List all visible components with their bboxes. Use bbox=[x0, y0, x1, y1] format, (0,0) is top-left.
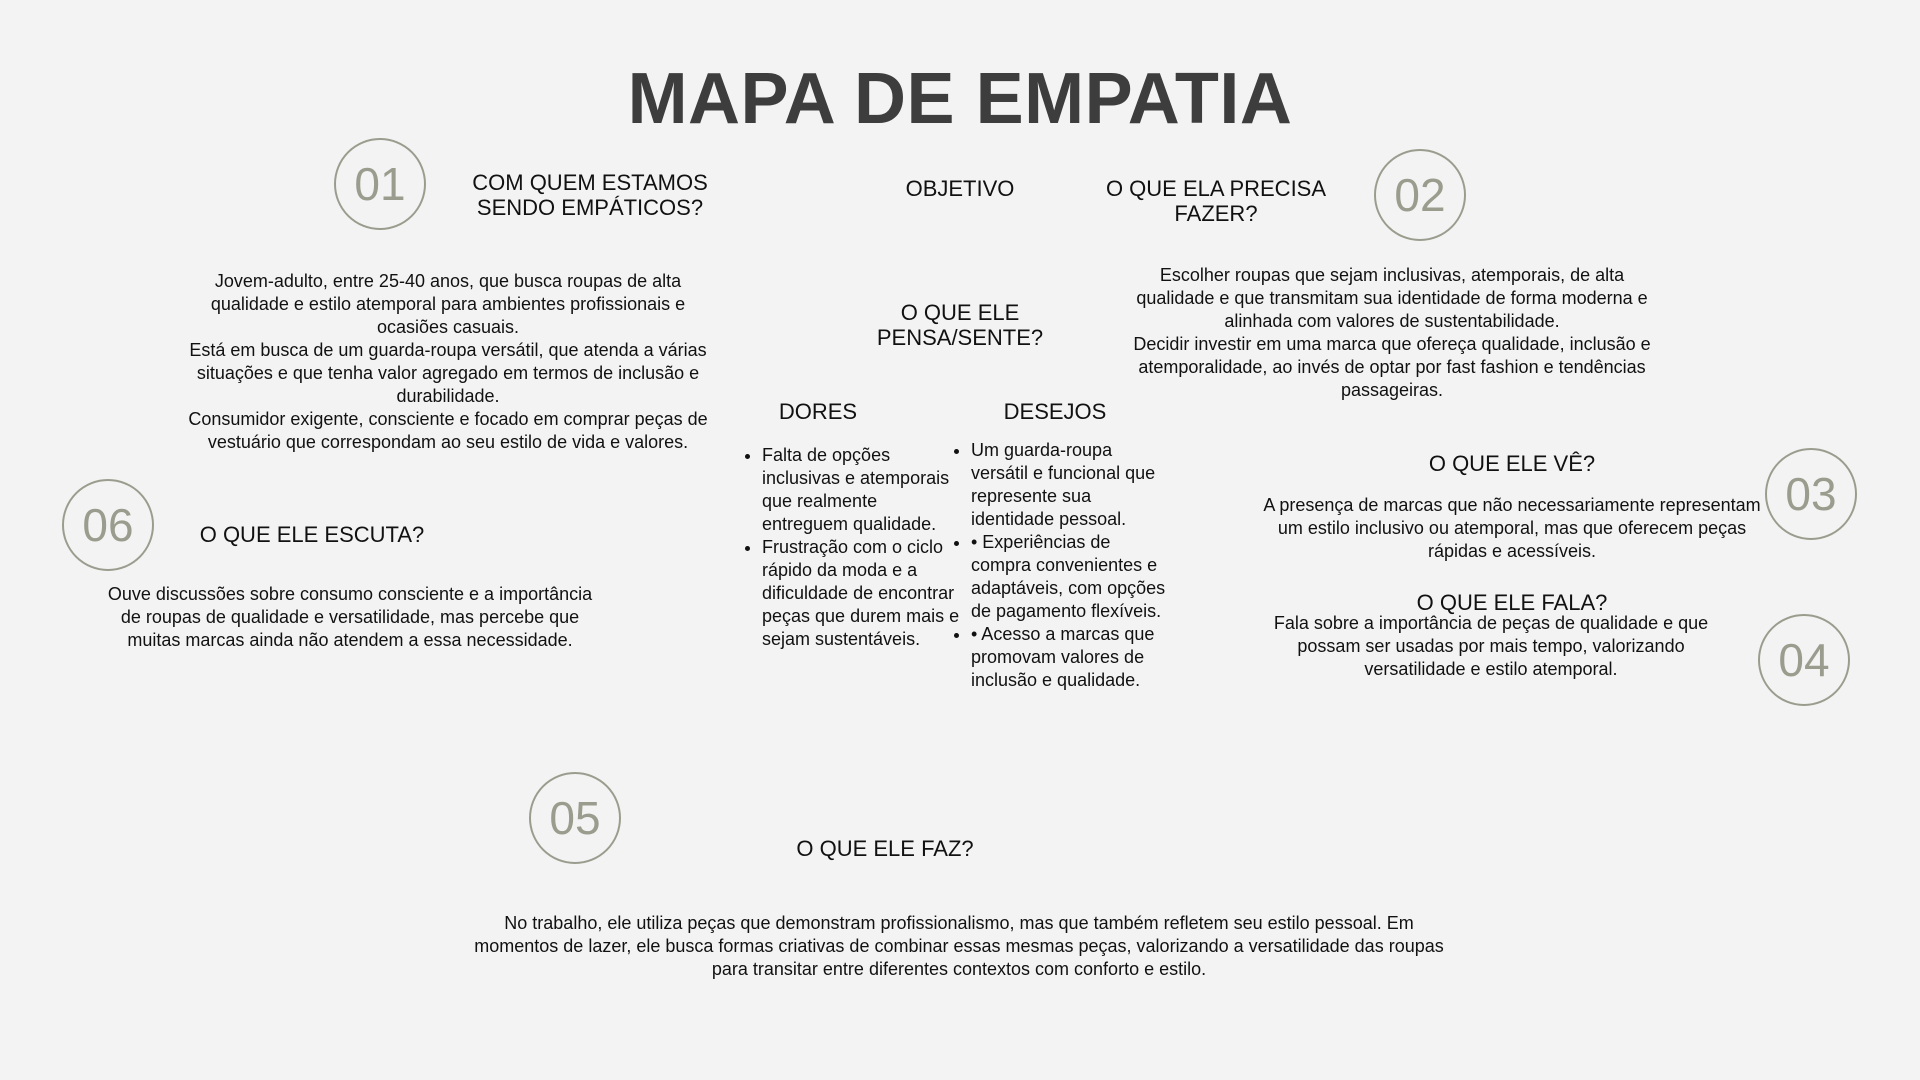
precisa-fazer-text bbox=[1132, 264, 1652, 402]
precisa-fazer-line-1: Escolher roupas que sejam inclusivas, atemporais, de alta qualidade e que transmitam sua identidade de forma moderna e alinhada com valores de sustentabilidade. bbox=[1136, 265, 1648, 331]
faz-text: No trabalho, ele utiliza peças que demonstram profissionalismo, mas que também refletem seu estilo pessoal. Em momentos de lazer, ele busca formas criativas de combinar essas mesmas peças, valorizando a versatilidade das roupas para transitar entre diferentes contextos com conforto e estilo. bbox=[474, 913, 1444, 979]
desejos-item: • Um guarda-roupa versátil e funcional que represente sua identidade pessoal. bbox=[971, 439, 1173, 531]
precisa-fazer-line-2: Decidir investir em uma marca que ofereça qualidade, inclusão e atemporalidade, ao invés de optar por fast fashion e tendências passageiras. bbox=[1133, 334, 1651, 400]
dores-list bbox=[744, 444, 962, 651]
escuta-text: Ouve discussões sobre consumo consciente e a importância de roupas de qualidade e versatilidade, mas percebe que muitas marcas ainda não atendem a essa necessidade. bbox=[107, 584, 593, 650]
number-badge-02: 02 bbox=[1374, 149, 1466, 241]
com-quem-line-1: Jovem-adulto, entre 25-40 anos, que busca roupas de alta qualidade e estilo atemporal para ambientes profissionais e ocasiões casuais. bbox=[210, 271, 686, 337]
desejos-list-container bbox=[953, 439, 1173, 692]
desejos-item: • • Experiências de compra convenientes e adaptáveis, com opções de pagamento flexíveis. bbox=[971, 531, 1173, 623]
page-title: MAPA DE EMPATIA bbox=[627, 59, 1293, 139]
dores-item: • Falta de opções inclusivas e atemporais que realmente entreguem qualidade. bbox=[762, 444, 962, 536]
number-badge-01: 01 bbox=[334, 138, 426, 230]
desejos-list bbox=[953, 439, 1173, 692]
com-quem-line-3: Consumidor exigente, consciente e focado em comprar peças de vestuário que correspondam ao seu estilo de vida e valores. bbox=[188, 409, 708, 452]
number-badge-03: 03 bbox=[1765, 448, 1857, 540]
number-badge-05: 05 bbox=[529, 772, 621, 864]
fala-text: Fala sobre a importância de peças de qualidade e que possam ser usadas por mais tempo, valorizando versatilidade e estilo atemporal. bbox=[1273, 613, 1709, 679]
ve-text: A presença de marcas que não necessariamente representam um estilo inclusivo ou atemporal, mas que oferecem peças rápidas e acessíveis. bbox=[1263, 495, 1761, 561]
ve-heading: O QUE ELE VÊ? bbox=[1428, 451, 1596, 476]
number-badge-06: 06 bbox=[62, 479, 154, 571]
com-quem-heading: COM QUEM ESTAMOS SENDO EMPÁTICOS? bbox=[472, 170, 708, 220]
com-quem-text bbox=[186, 270, 710, 454]
precisa-fazer-heading: O QUE ELA PRECISA FAZER? bbox=[1105, 176, 1327, 226]
number-badge-04: 04 bbox=[1758, 614, 1850, 706]
dores-item: • Frustração com o ciclo rápido da moda e a dificuldade de encontrar peças que durem mais e sejam sustentáveis. bbox=[762, 536, 962, 651]
escuta-heading: O QUE ELE ESCUTA? bbox=[199, 522, 425, 547]
fala-heading: O QUE ELE FALA? bbox=[1416, 590, 1608, 615]
desejos-item: • • Acesso a marcas que promovam valores de inclusão e qualidade. bbox=[971, 623, 1173, 692]
dores-heading: DORES bbox=[778, 399, 858, 424]
faz-heading: O QUE ELE FAZ? bbox=[796, 836, 974, 861]
dores-list-container bbox=[744, 444, 962, 651]
com-quem-line-2: Está em busca de um guarda-roupa versátil, que atenda a várias situações e que tenha valor agregado em termos de inclusão e durabilidade. bbox=[189, 340, 707, 406]
desejos-heading: DESEJOS bbox=[1003, 399, 1107, 424]
pensa-sente-heading: O QUE ELE PENSA/SENTE? bbox=[876, 300, 1044, 350]
objetivo-heading: OBJETIVO bbox=[905, 176, 1015, 201]
